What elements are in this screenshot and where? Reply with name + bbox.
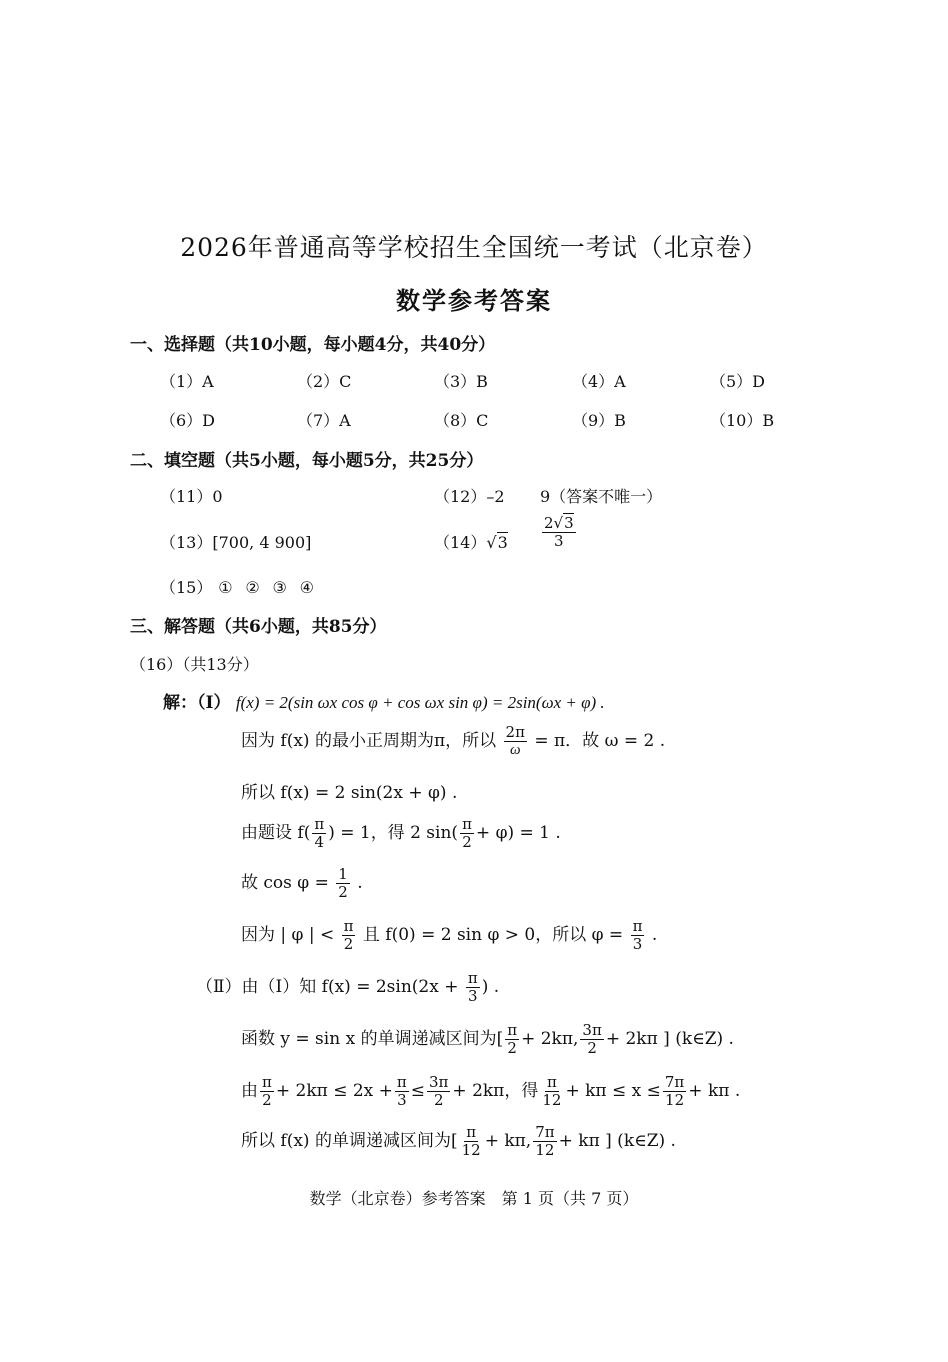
text: + 2kπ, xyxy=(521,1029,579,1049)
den: 2 xyxy=(262,1091,272,1109)
answer-7: （7）A xyxy=(297,411,351,430)
section-heading-choice: 一、选择题（共10小题，每小题4分，共40分） xyxy=(130,335,496,355)
text: 因为 f(x) 的最小正周期为π，所以 xyxy=(241,731,497,751)
answer-14-root: 3 xyxy=(497,533,508,552)
den: 2 xyxy=(433,1091,444,1109)
text: + 2kπ，得 xyxy=(452,1081,539,1101)
text: = π．故 ω = 2 . xyxy=(534,731,666,751)
text: . xyxy=(651,925,658,945)
solution-label: 解：（Ⅰ） xyxy=(163,693,231,713)
frac-den: 3 xyxy=(554,532,564,550)
text: 故 cos φ = xyxy=(241,873,329,893)
circled-2: ② xyxy=(245,578,260,597)
den: 12 xyxy=(665,1091,685,1109)
text: （Ⅱ）由（Ⅰ）知 f(x) = 2sin(2x + xyxy=(196,977,459,997)
solution-line-10 xyxy=(241,1124,676,1159)
num: π xyxy=(546,1073,557,1091)
text: 由 xyxy=(241,1081,258,1101)
answer-14-second: $\frac{2√3}{3}$ xyxy=(544,514,574,550)
circled-3: ③ xyxy=(272,578,287,597)
frac-root: 3 xyxy=(564,514,574,532)
solution-line-1 xyxy=(163,688,605,713)
num: 7π xyxy=(664,1073,685,1091)
part-2-line xyxy=(196,970,499,1005)
text: + kπ . xyxy=(688,1081,741,1101)
text: ) . xyxy=(481,977,500,997)
den: 12 xyxy=(542,1091,562,1109)
den: 2 xyxy=(338,883,348,901)
den: 2 xyxy=(343,935,354,953)
num: 3π xyxy=(429,1073,449,1091)
solution-line-5 xyxy=(241,866,363,901)
answer-10: （10）B xyxy=(710,411,775,430)
answer-12-second: 9（答案不唯一） xyxy=(540,487,663,506)
den: 12 xyxy=(461,1141,481,1159)
text: + kπ ] (k∈Z) . xyxy=(558,1131,676,1151)
num: π xyxy=(396,1073,407,1091)
den: 2 xyxy=(462,833,472,851)
den: ω xyxy=(509,742,521,758)
den: 12 xyxy=(535,1141,555,1159)
text: + φ) = 1 . xyxy=(475,823,561,843)
num: π xyxy=(466,1123,477,1141)
text: + 2kπ ≤ 2x + xyxy=(275,1081,393,1101)
circled-4: ④ xyxy=(299,578,314,597)
text: ≤ xyxy=(410,1081,426,1101)
text: + kπ ≤ x ≤ xyxy=(565,1081,661,1101)
answer-8: （8）C xyxy=(434,411,489,430)
answer-4: （4）A xyxy=(572,372,626,391)
text: + kπ, xyxy=(484,1131,532,1151)
answer-15-label: （15） xyxy=(160,578,213,597)
page-footer: 数学（北京卷）参考答案 第 1 页（共 7 页） xyxy=(309,1189,639,1208)
num: 7π xyxy=(535,1123,555,1141)
text: 因为 | φ | < xyxy=(241,925,335,945)
text: 且 f(0) = 2 sin φ > 0，所以 φ = xyxy=(362,925,624,945)
den: 4 xyxy=(314,833,325,851)
solution-line-8 xyxy=(241,1022,734,1057)
num: 1 xyxy=(338,865,348,883)
frac-coef: 2 xyxy=(544,514,554,532)
text: ) = 1，得 2 sin( xyxy=(328,823,459,843)
solution-line-4 xyxy=(241,816,561,851)
num: π xyxy=(262,1073,272,1091)
solution-line-3: 所以 f(x) = 2 sin(2x + φ) . xyxy=(241,783,458,803)
answer-5: （5）D xyxy=(710,372,766,391)
den: 3 xyxy=(632,935,643,953)
answer-3: （3）B xyxy=(434,372,488,391)
answer-13: （13）[700, 4 900] xyxy=(160,533,312,552)
text: 函数 y = sin x 的单调递减区间为[ xyxy=(241,1029,504,1049)
num: 2π xyxy=(505,723,525,741)
den: 2 xyxy=(587,1039,597,1057)
q16-header: （16）（共13分） xyxy=(130,655,259,674)
text: 所以 f(x) 的单调递减区间为[ xyxy=(241,1131,458,1151)
answer-6: （6）D xyxy=(160,411,216,430)
den: 2 xyxy=(507,1039,517,1057)
text: + 2kπ ] (k∈Z) . xyxy=(605,1029,734,1049)
section-heading-fill: 二、填空题（共5小题，每小题5分，共25分） xyxy=(130,451,484,471)
answer-9: （9）B xyxy=(572,411,626,430)
formula-1: f(x) = 2(sin ωx cos φ + cos ωx sin φ) = 2sin(ωx + φ) . xyxy=(235,693,605,712)
num: π xyxy=(467,969,478,987)
circled-1: ① xyxy=(218,578,233,597)
answer-11: （11）0 xyxy=(160,487,223,506)
answer-15 xyxy=(160,575,321,598)
num: π xyxy=(632,917,643,935)
answer-14: （14）√3 xyxy=(434,533,508,552)
num: π xyxy=(343,917,354,935)
num: π xyxy=(462,815,472,833)
page-title: 2026年普通高等学校招生全国统一考试（北京卷） xyxy=(180,233,768,262)
section-heading-solve: 三、解答题（共6小题，共85分） xyxy=(130,617,387,637)
answer-1: （1）A xyxy=(160,372,214,391)
answer-12: （12）–2 xyxy=(434,487,505,506)
text: . xyxy=(357,873,363,893)
num: π xyxy=(314,815,325,833)
solution-line-6 xyxy=(241,918,657,953)
text: 由题设 f( xyxy=(241,823,311,843)
answer-14-label: （14） xyxy=(434,533,487,552)
solution-line-9 xyxy=(241,1074,740,1109)
solution-line-2 xyxy=(241,724,665,759)
den: 3 xyxy=(468,987,478,1005)
page-subtitle: 数学参考答案 xyxy=(396,286,552,315)
num: π xyxy=(507,1021,518,1039)
num: 3π xyxy=(582,1021,602,1039)
den: 3 xyxy=(397,1091,407,1109)
answer-2: （2）C xyxy=(297,372,352,391)
